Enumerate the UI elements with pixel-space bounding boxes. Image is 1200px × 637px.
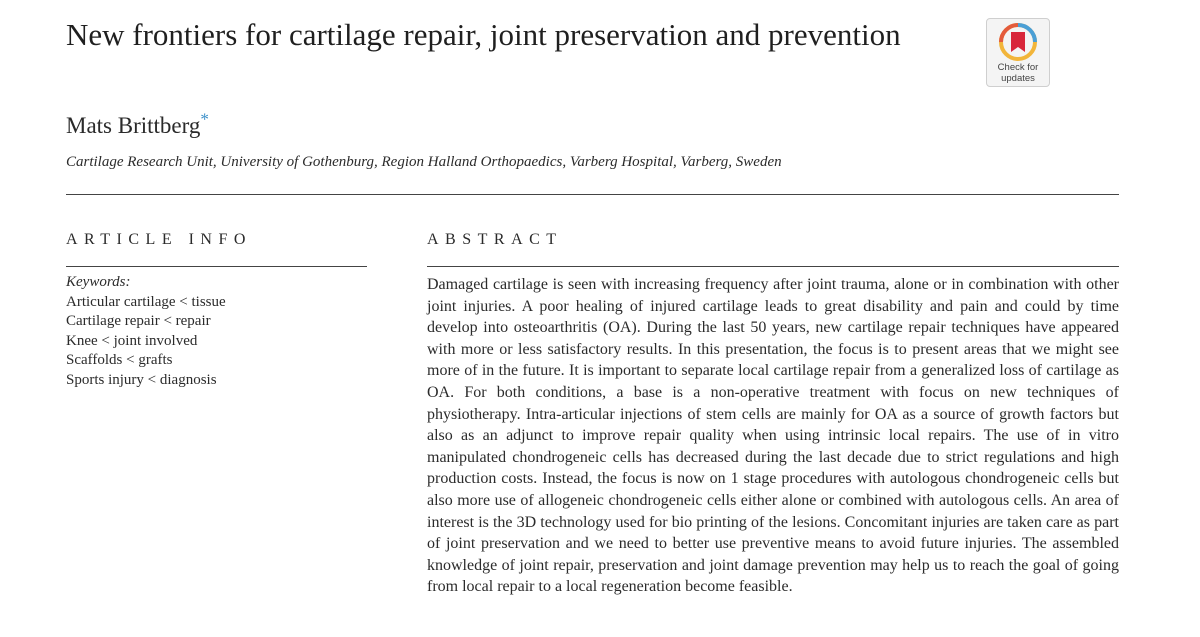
article-title: New frontiers for cartilage repair, joint preservation and prevention <box>66 17 901 52</box>
check-for-updates-label-line2: updates <box>1001 73 1035 84</box>
author-line <box>66 109 209 139</box>
check-for-updates-label-line1: Check for <box>997 62 1039 73</box>
abstract-heading: ABSTRACT <box>427 231 563 248</box>
check-for-updates-button[interactable] <box>986 18 1050 87</box>
affiliation: Cartilage Research Unit, University of Gothenburg, Region Halland Orthopaedics, Varberg Hospital, Varberg, Sweden <box>66 154 782 170</box>
author-name[interactable]: Mats Brittberg <box>66 113 201 138</box>
abstract-divider <box>427 266 1119 267</box>
article-info-heading: ARTICLE INFO <box>66 231 252 248</box>
article-info-divider <box>66 266 367 267</box>
check-for-updates-icon <box>998 22 1038 62</box>
keyword-item: Knee < joint involved <box>66 332 198 349</box>
header-divider <box>66 194 1119 195</box>
keyword-item: Cartilage repair < repair <box>66 313 211 329</box>
keyword-item: Sports injury < diagnosis <box>66 371 217 388</box>
keyword-item: Articular cartilage < tissue <box>66 293 226 310</box>
keywords-block <box>66 273 226 390</box>
corresponding-author-marker[interactable]: * <box>200 109 209 129</box>
abstract-text: Damaged cartilage is seen with increasing frequency after joint trauma, alone or in combination with other joint injuries. A poor healing of injured cartilage leads to great disability and pain and could by time develop into osteoarthritis (OA). During the last 50 years, new cartilage repair techniques have appeared with more or less satisfactory results. In this presentation, the focus is to present areas that we might see more of in the future. It is important to separate local cartilage repair from a generalized loss of cartilage as OA. For both conditions, a base is a non-operative treatment with focus on new techniques of physiotherapy. Intra-articular injections of stem cells are mainly for OA as a source of growth factors but also as an adjunct to improve repair quality when using intrinsic local repairs. The use of in vitro manipulated chondrogeneic cells has decreased during the last decade due to strict regulations and high production costs. Instead, the focus is now on 1 stage procedures with autologous chondrogeneic cells but also more use of allogeneic chondrogeneic cells either alone or combined with autologous cells. An area of interest is the 3D technology used for bio printing of the lesions. Concomitant injuries are taken care as part of joint preservation and we need to better use preventive means to avoid future injuries. The assembled knowledge of joint repair, preservation and joint damage prevention may help us to reach the goal of going from local repair to a local regeneration become feasible. <box>427 276 1119 596</box>
keywords-label: Keywords: <box>66 274 131 290</box>
keyword-item: Scaffolds < grafts <box>66 352 173 368</box>
